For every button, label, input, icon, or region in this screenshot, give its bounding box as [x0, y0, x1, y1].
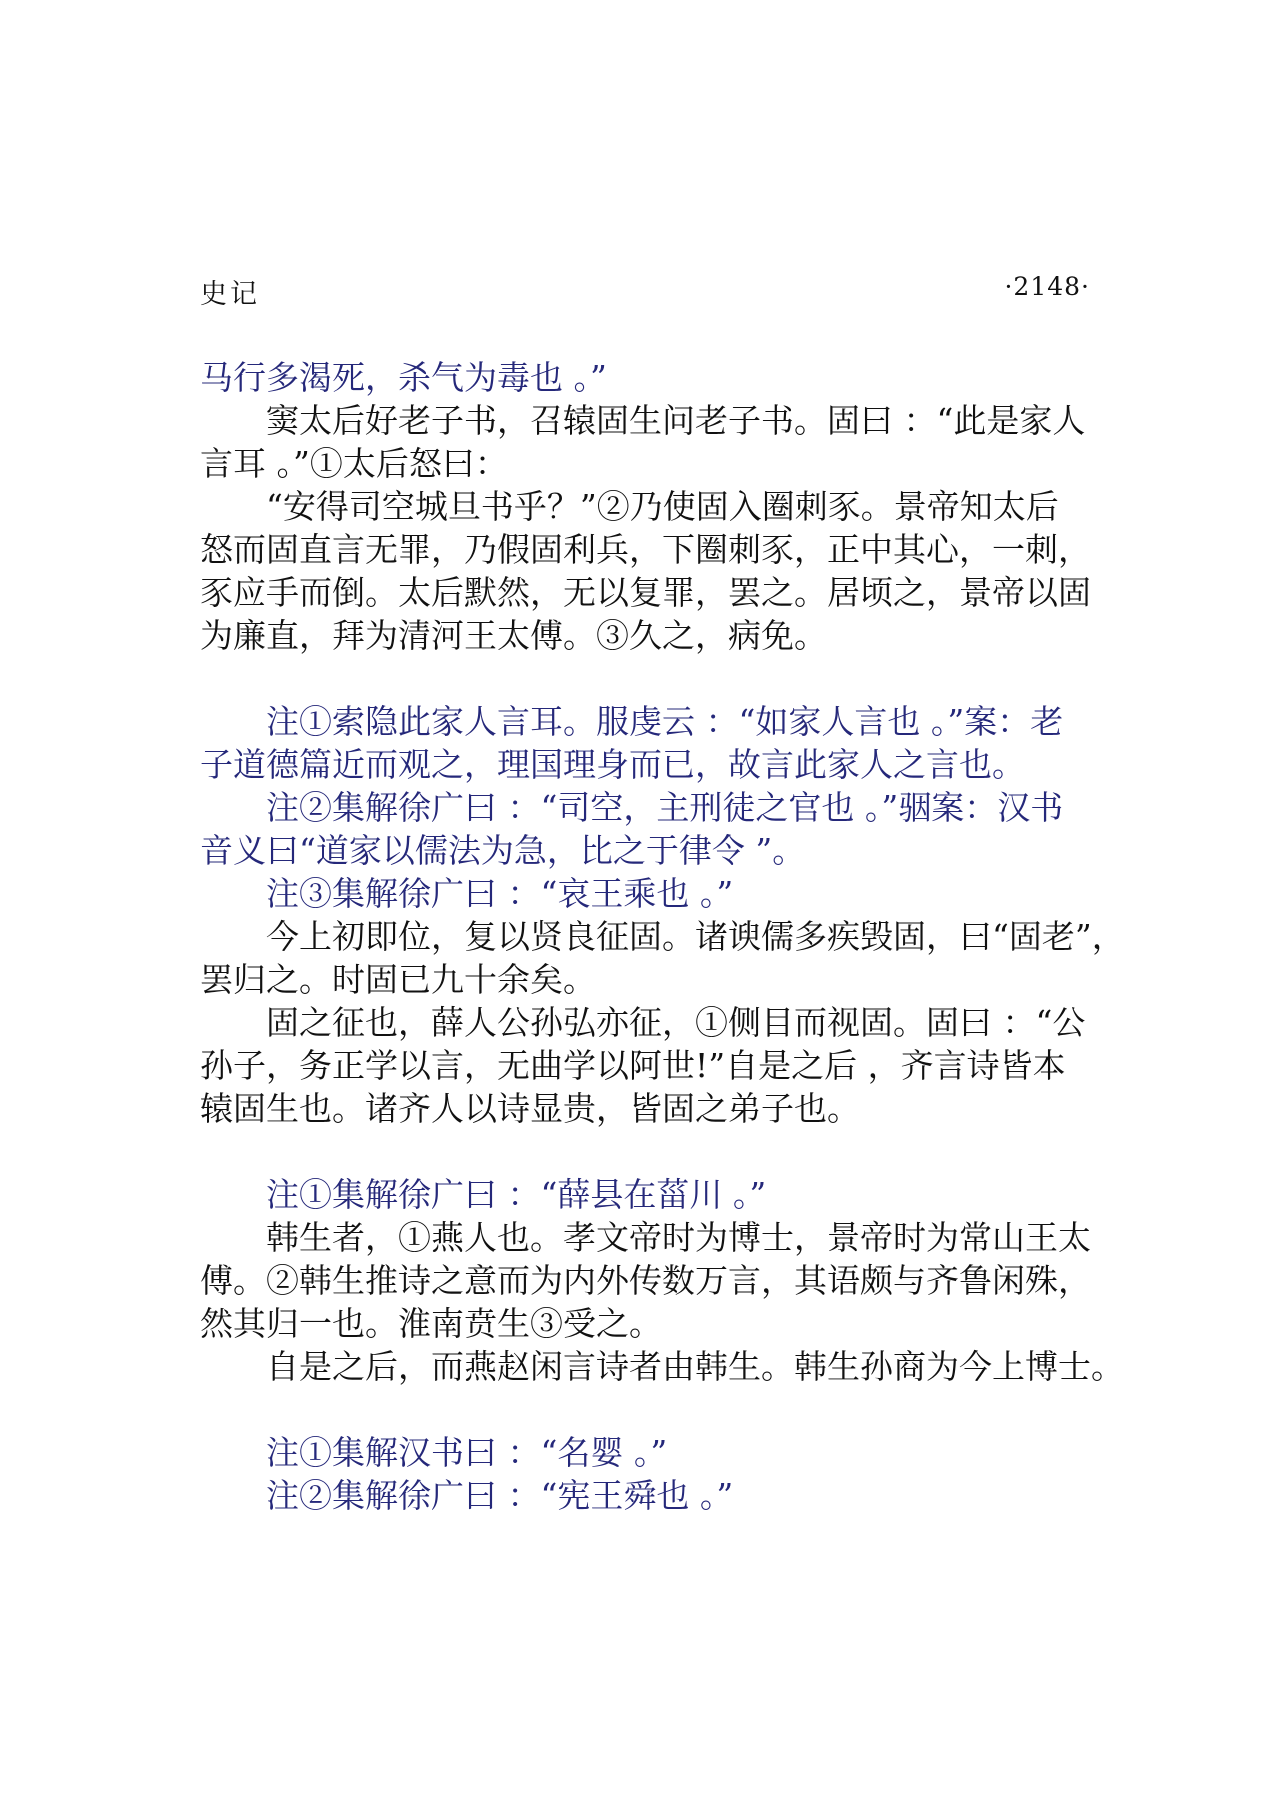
text-line: 窦太后好老子书，召辕固生问老子书。固曰 ：“此是家人	[266, 401, 1086, 440]
page-number: ·2148·	[1004, 272, 1090, 301]
annotation-line: 注③集解徐广曰 ：“哀王乘也 。”	[266, 874, 734, 913]
text-line: 傅。②韩生推诗之意而为内外传数万言，其语颇与齐鲁闲殊，	[200, 1261, 1091, 1300]
paragraph-gap	[200, 657, 1100, 700]
text-line: 辕固生也。诸齐人以诗显贵，皆固之弟子也。	[200, 1089, 860, 1128]
text-line: 怒而固直言无罪，乃假固利兵，下圈刺豕，正中其心，一刺，	[200, 530, 1091, 569]
text-line: 孙子，务正学以言，无曲学以阿世!”自是之后 ，齐言诗皆本	[200, 1046, 1066, 1085]
text-line: 为廉直，拜为清河王太傅。③久之，病免。	[200, 616, 827, 655]
annotation-line: 注②集解徐广曰 ：“司空，主刑徒之官也 。”骃案：汉书	[266, 788, 1064, 827]
page-body	[200, 356, 1125, 1517]
text-line: 韩生者，①燕人也。孝文帝时为博士，景帝时为常山王太	[266, 1218, 1091, 1257]
text-line: 然其归一也。淮南贲生③受之。	[200, 1304, 662, 1343]
annotation-line: 子道德篇近而观之，理国理身而已，故言此家人之言也。	[200, 745, 1025, 784]
annotation-line: 注②集解徐广曰 ：“宪王舜也 。”	[266, 1476, 734, 1515]
text-line: 豕应手而倒。太后默然，无以复罪，罢之。居顷之，景帝以固	[200, 573, 1091, 612]
text-line: 罢归之。时固已九十余矣。	[200, 960, 596, 999]
annotation-line: 注①集解汉书曰 ：“名婴 。”	[266, 1433, 668, 1472]
paragraph-gap	[200, 1130, 1100, 1173]
text-line: “安得司空城旦书乎？”②乃使固入圈刺豕。景帝知太后	[266, 487, 1059, 526]
text-line: 固之征也，薛人公孙弘亦征，①侧目而视固。固曰 ：“公	[266, 1003, 1086, 1042]
page-header	[200, 272, 1090, 312]
text-line: 自是之后，而燕赵闲言诗者由韩生。韩生孙商为今上博士。	[266, 1347, 1124, 1386]
text-line: 言耳 。”①太后怒曰：	[200, 444, 508, 483]
annotation-line: 音义曰“道家以儒法为急，比之于律令 ”。	[200, 831, 806, 870]
annotation-line: 注①索隐此家人言耳。服虔云 ：“如家人言也 。”案：老	[266, 702, 1064, 741]
annotation-line: 马行多渴死，杀气为毒也 。”	[200, 358, 607, 397]
book-title: 史记	[200, 279, 260, 310]
annotation-line: 注①集解徐广曰 ：“薛县在菑川 。”	[266, 1175, 767, 1214]
text-line: 今上初即位，复以贤良征固。诸谀儒多疾毁固，曰“固老”，	[266, 917, 1125, 956]
paragraph-gap	[200, 1388, 1100, 1431]
